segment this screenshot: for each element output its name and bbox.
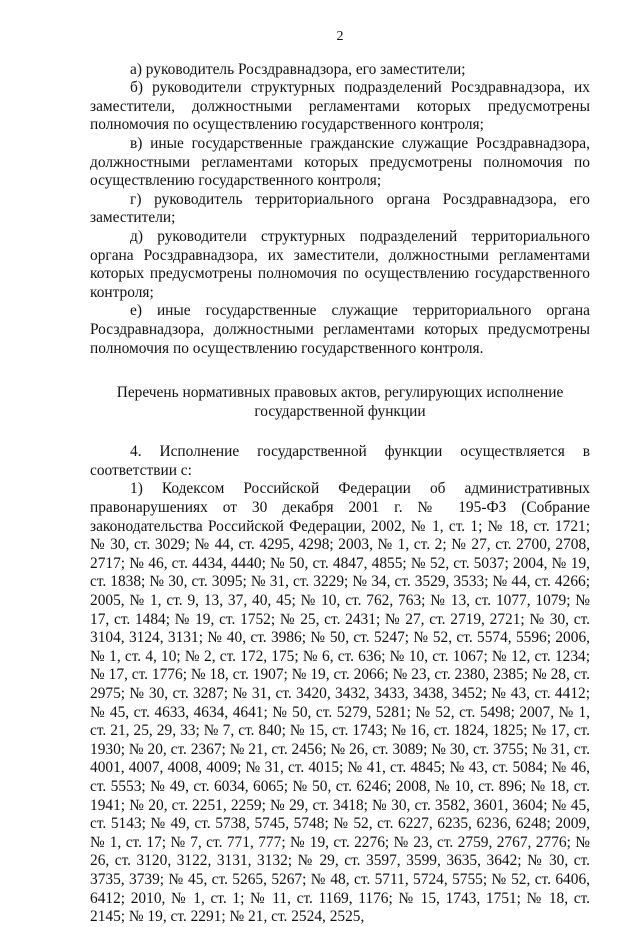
section-title-line-1: Перечень нормативных правовых актов, регулирующих исполнение xyxy=(116,384,564,402)
list-item-a: а) руководитель Росздравнадзора, его заместители; xyxy=(130,60,466,78)
paragraph-4: 4. Исполнение государственной функции осуществляется в соответствии с: xyxy=(90,443,590,479)
list-item-v: в) иные государственные гражданские служащие Росздравнадзора, должностными регламентами которых предусмотрены полномочия по осуществлению государственного контроля; xyxy=(90,134,590,190)
list-item-g: г) руководитель территориального органа Росздравнадзора, его заместители; xyxy=(90,190,590,227)
list-item-d: д) руководители структурных подразделений территориального органа Росздравнадзора, их заместители, должностными регламентами которых предусмотрены полномочия по осуществлению государственного контроля; xyxy=(90,227,590,301)
page-number: 2 xyxy=(336,29,344,44)
list-item-b: б) руководители структурных подразделений Росздравнадзора, их заместители, должностными регламентами которых предусмотрены полномочия по осуществлению государственного контроля; xyxy=(90,79,590,134)
document-page xyxy=(90,28,590,927)
section-title-line-2: государственной функции xyxy=(254,402,426,420)
list-item-e: е) иные государственные служащие территориального органа Росздравнадзора, должностными регламентами которых предусмотрены полномочия по осуществлению государственного контроля. xyxy=(90,302,590,357)
section-title xyxy=(90,384,590,421)
paragraph-koap: 1) Кодексом Российской Федерации об административных правонарушениях от 30 декабря 2001 г. № 195-ФЗ (Собрание законодательства Российской Федерации, 2002, № 1, ст. 1; № 18, ст. 1721; № 30, ст. 3029; № 44, ст. 4295, 4298; 2003, № 1, ст. 2; № 27, ст. 2700, 2708, 2717; № 46, ст. 4434, 4440; № 50, ст. 4847, 4855; № 52, ст. 5037; 2004, № 19, ст. 1838; № 30, ст. 3095; № 31, ст. 3229; № 34, ст. 3529, 3533; № 44, ст. 4266; 2005, № 1, ст. 9, 13, 37, 40, 45; № 10, ст. 762, 763; № 13, ст. 1077, 1079; № 17, ст. 1484; № 19, ст. 1752; № 25, ст. 2431; № 27, ст. 2719, 2721; № 30, ст. 3104, 3124, 3131; № 40, ст. 3986; № 50, ст. 5247; № 52, ст. 5574, 5596; 2006, № 1, ст. 4, 10; № 2, ст. 172, 175; № 6, ст. 636; № 10, ст. 1067; № 12, ст. 1234; № 17, ст. 1776; № 18, ст. 1907; № 19, ст. 2066; № 23, ст. 2380, 2385; № 28, ст. 2975; № 30, ст. 3287; № 31, ст. 3420, 3432, 3433, 3438, 3452; № 43, ст. 4412; № 45, ст. 4633, 4634, 4641; № 50, ст. 5279, 5281; № 52, ст. 5498; 2007, № 1, ст. 21, 25, 29, 33; № 7, ст. 840; № 15, ст. 1743; № 16, ст. 1824, 1825; № 17, ст. 1930; № 20, ст. 2367; № 21, ст. 2456; № 26, ст. 3089; № 30, ст. 3755; № 31, ст. 4001, 4007, 4008, 4009; № 31, ст. 4015; № 41, ст. 4845; № 43, ст. 5084; № 46, ст. 5553; № 49, ст. 6034, 6065; № 50, ст. 6246; 2008, № 10, ст. 896; № 18, ст. 1941; № 20, ст. 2251, 2259; № 29, ст. 3418; № 30, ст. 3582, 3601, 3604; № 45, ст. 5143; № 49, ст. 5738, 5745, 5748; № 52, ст. 6227, 6235, 6236, 6248; 2009, № 1, ст. 17; № 7, ст. 771, 777; № 19, ст. 2276; № 23, ст. 2759, 2767, 2776; № 26, ст. 3120, 3122, 3131, 3132; № 29, ст. 3597, 3599, 3635, 3642; № 30, ст. 3735, 3739; № 45, ст. 5265, 5267; № 48, ст. 5711, 5724, 5755; № 52, ст. 6406, 6412; 2010, № 1, ст. 1; № 11, ст. 1169, 1176; № 15, 1743, 1751; № 18, ст. 2145; № 19, ст. 2291; № 21, ст. 2524, 2525, xyxy=(90,480,590,926)
